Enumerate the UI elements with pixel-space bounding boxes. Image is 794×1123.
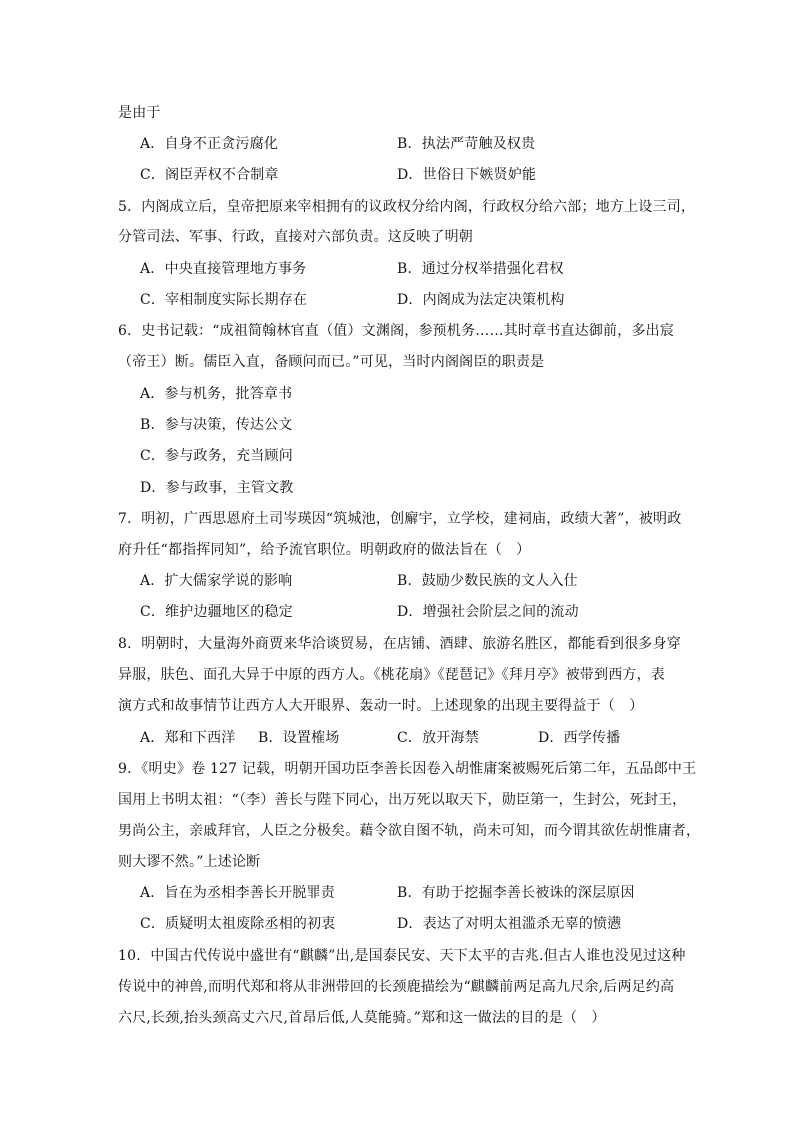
q9-stem-line: 9．《明史》卷 127 记载，明朝开国功臣李善长因卷入胡惟庸案被赐死后第二年，五品郎中王 <box>118 761 697 777</box>
q4-stem-tail: 是由于 <box>118 105 161 121</box>
q9-stem-line: 国用上书明太祖：“（李）善长与陛下同心，出万死以取天下，勋臣第一，生封公，死封王， <box>118 792 687 808</box>
q5-option-d[interactable]: D．内阁成为法定决策机构 <box>397 292 565 308</box>
q8-option-a[interactable]: A．郑和下西洋 <box>140 730 236 746</box>
q8-stem-line: 8．明朝时，大量海外商贾来华洽谈贸易，在店铺、酒肆、旅游名胜区，都能看到很多身穿 <box>118 636 681 652</box>
q9-option-d[interactable]: D．表达了对明太祖滥杀无辜的愤懑 <box>397 916 622 932</box>
q7-option-d[interactable]: D．增强社会阶层之间的流动 <box>397 604 579 620</box>
q7-option-c[interactable]: C．维护边疆地区的稳定 <box>140 604 293 620</box>
q10-stem-line: 六尺,长颈,抬头颈高丈六尺,首昂后低,人莫能骑。”郑和这一做法的目的是（ ） <box>118 1010 606 1026</box>
q6-option-b[interactable]: B．参与决策，传达公文 <box>140 417 293 433</box>
q7-option-b[interactable]: B．鼓励少数民族的文人入仕 <box>397 573 578 589</box>
q4-option-d[interactable]: D．世俗日下嫉贤妒能 <box>397 167 537 183</box>
q9-option-c[interactable]: C．质疑明太祖废除丞相的初衷 <box>140 916 336 932</box>
q6-option-a[interactable]: A．参与机务，批答章书 <box>140 386 293 402</box>
q8-stem-line: 演方式和故事情节让西方人大开眼界、轰动一时。上述现象的出现主要得益于（ ） <box>118 698 644 714</box>
q8-option-d[interactable]: D．西学传播 <box>538 730 621 746</box>
q9-stem-line: 男尚公主，亲戚拜官，人臣之分极矣。藉令欲自图不轨，尚未可知，而今谓其欲佐胡惟庸者， <box>118 823 701 839</box>
q5-option-c[interactable]: C．宰相制度实际长期存在 <box>140 292 308 308</box>
q8-stem-line: 异服，肤色、面孔大异于中原的西方人。《桃花扇》《琵琶记》《拜月亭》被带到西方，表 <box>118 667 665 683</box>
q6-stem-line: 6．史书记载：“成祖简翰林官直（值）文渊阁，参预机务……其时章书直达御前，多出宸 <box>118 323 675 339</box>
q5-stem-line: 5．内阁成立后，皇帝把原来宰相拥有的议政权分给内阁，行政权分给六部；地方上设三司， <box>118 199 696 215</box>
q9-option-b[interactable]: B．有助于挖掘李善长被诛的深层原因 <box>397 885 635 901</box>
q10-stem-line: 传说中的神兽,而明代郑和将从非洲带回的长颈鹿描绘为“麒麟前两足高九尺余,后两足约高 <box>118 979 675 995</box>
q5-option-a[interactable]: A．中央直接管理地方事务 <box>140 261 307 277</box>
q7-option-a[interactable]: A．扩大儒家学说的影响 <box>140 573 293 589</box>
q6-option-c[interactable]: C．参与政务，充当顾问 <box>140 448 293 464</box>
q4-option-b[interactable]: B．执法严苛触及权贵 <box>397 136 536 152</box>
q4-option-a[interactable]: A．自身不正贪污腐化 <box>140 136 279 152</box>
q6-stem-line: （帝王）断。儒臣入直，备顾问而已。”可见，当时内阁阁臣的职责是 <box>118 354 545 370</box>
q9-option-a[interactable]: A．旨在为丞相李善长开脱罪责 <box>140 885 335 901</box>
q4-option-c[interactable]: C．阁臣弄权不合制章 <box>140 167 279 183</box>
q5-option-b[interactable]: B．通过分权举措强化君权 <box>397 261 564 277</box>
q6-option-d[interactable]: D．参与政事，主管文教 <box>140 480 294 496</box>
q8-option-c[interactable]: C．放开海禁 <box>397 730 479 746</box>
q8-option-b[interactable]: B．设置榷场 <box>258 730 340 746</box>
q10-stem-line: 10．中国古代传说中盛世有“麒麟”出,是国泰民安、天下太平的吉兆.但古人谁也没见过这种 <box>118 948 686 964</box>
q9-stem-line: 则大谬不然。”上述论断 <box>118 854 261 870</box>
q7-stem-line: 7．明初，广西思恩府土司岑瑛因“筑城池，创廨宇，立学校，建祠庙，政绩大著”，被明政 <box>118 511 682 527</box>
q7-stem-line: 府升任“都指挥同知”，给予流官职位。明朝政府的做法旨在（ ） <box>118 542 531 558</box>
q5-stem-line: 分管司法、军事、行政，直接对六部负责。这反映了明朝 <box>118 229 473 245</box>
